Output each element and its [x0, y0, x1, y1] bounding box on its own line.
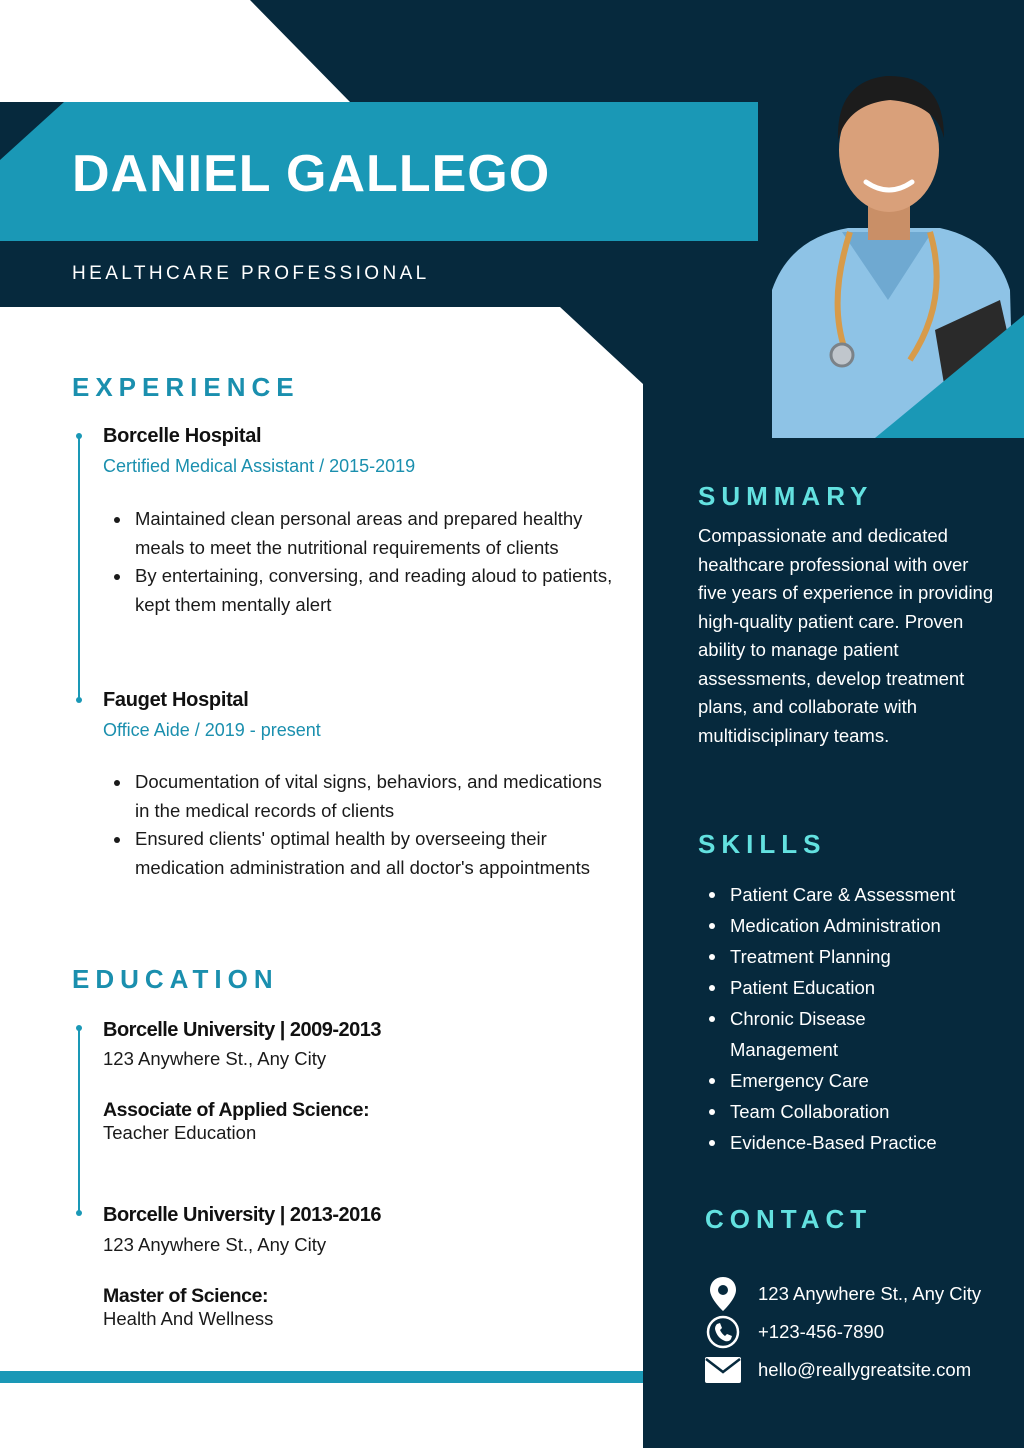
contact-address: 123 Anywhere St., Any City	[758, 1283, 982, 1304]
contact-phone: +123-456-7890	[758, 1321, 885, 1342]
list-item: Chronic Disease Management	[698, 1003, 920, 1065]
job-bullets	[103, 768, 603, 882]
education-field: Health And Wellness	[103, 1308, 274, 1329]
list-item: Documentation of vital signs, behaviors, and medications in the medical records of clients	[103, 768, 603, 825]
education-address: 123 Anywhere St., Any City	[103, 1234, 327, 1255]
job-role: Certified Medical Assistant / 2015-2019	[103, 456, 416, 476]
location-pin-icon	[704, 1275, 742, 1313]
list-item: Evidence-Based Practice	[698, 1127, 998, 1158]
summary-heading: SUMMARY	[698, 481, 874, 511]
education-school: Borcelle University | 2009-2013	[103, 1019, 382, 1041]
footer-bar	[0, 1371, 643, 1383]
list-item: Team Collaboration	[698, 1096, 998, 1127]
list-item: Medication Administration	[698, 910, 998, 941]
skills-heading: SKILLS	[698, 829, 827, 859]
job-role: Office Aide / 2019 - present	[103, 720, 321, 740]
job-company: Borcelle Hospital	[103, 425, 262, 447]
contact-address-row	[704, 1274, 1014, 1314]
job-bullets	[103, 505, 623, 619]
education-address: 123 Anywhere St., Any City	[103, 1048, 327, 1069]
list-item: By entertaining, conversing, and reading aloud to patients, kept them mentally alert	[103, 562, 623, 619]
education-degree: Associate of Applied Science:	[103, 1099, 370, 1121]
job-company: Fauget Hospital	[103, 689, 249, 711]
education-school: Borcelle University | 2013-2016	[103, 1204, 382, 1226]
contact-email: hello@reallygreatsite.com	[758, 1359, 972, 1380]
education-field: Teacher Education	[103, 1122, 257, 1143]
list-item: Maintained clean personal areas and prepared healthy meals to meet the nutritional requirements of clients	[103, 505, 623, 562]
list-item: Emergency Care	[698, 1065, 998, 1096]
experience-heading: EXPERIENCE	[72, 372, 300, 402]
contact-heading: CONTACT	[705, 1204, 873, 1234]
list-item: Treatment Planning	[698, 941, 998, 972]
email-icon	[704, 1351, 742, 1389]
candidate-name: DANIEL GALLEGO	[72, 145, 551, 203]
list-item: Ensured clients' optimal health by overseeing their medication administration and all doctor's appointments	[103, 825, 603, 882]
phone-icon	[704, 1313, 742, 1351]
education-heading: EDUCATION	[72, 964, 279, 994]
job-title: HEALTHCARE PROFESSIONAL	[72, 263, 430, 284]
contact-email-row	[704, 1350, 1014, 1390]
contact-phone-row	[704, 1312, 1014, 1352]
list-item: Patient Care & Assessment	[698, 879, 998, 910]
summary-text: Compassionate and dedicated healthcare professional with over five years of experience in providing high-quality patient care. Proven ability to manage patient assessments, develop treatment plans, and collaborate with multidisciplinary teams.	[698, 525, 994, 746]
education-degree: Master of Science:	[103, 1285, 269, 1307]
list-item: Patient Education	[698, 972, 998, 1003]
skills-list	[698, 879, 998, 1158]
